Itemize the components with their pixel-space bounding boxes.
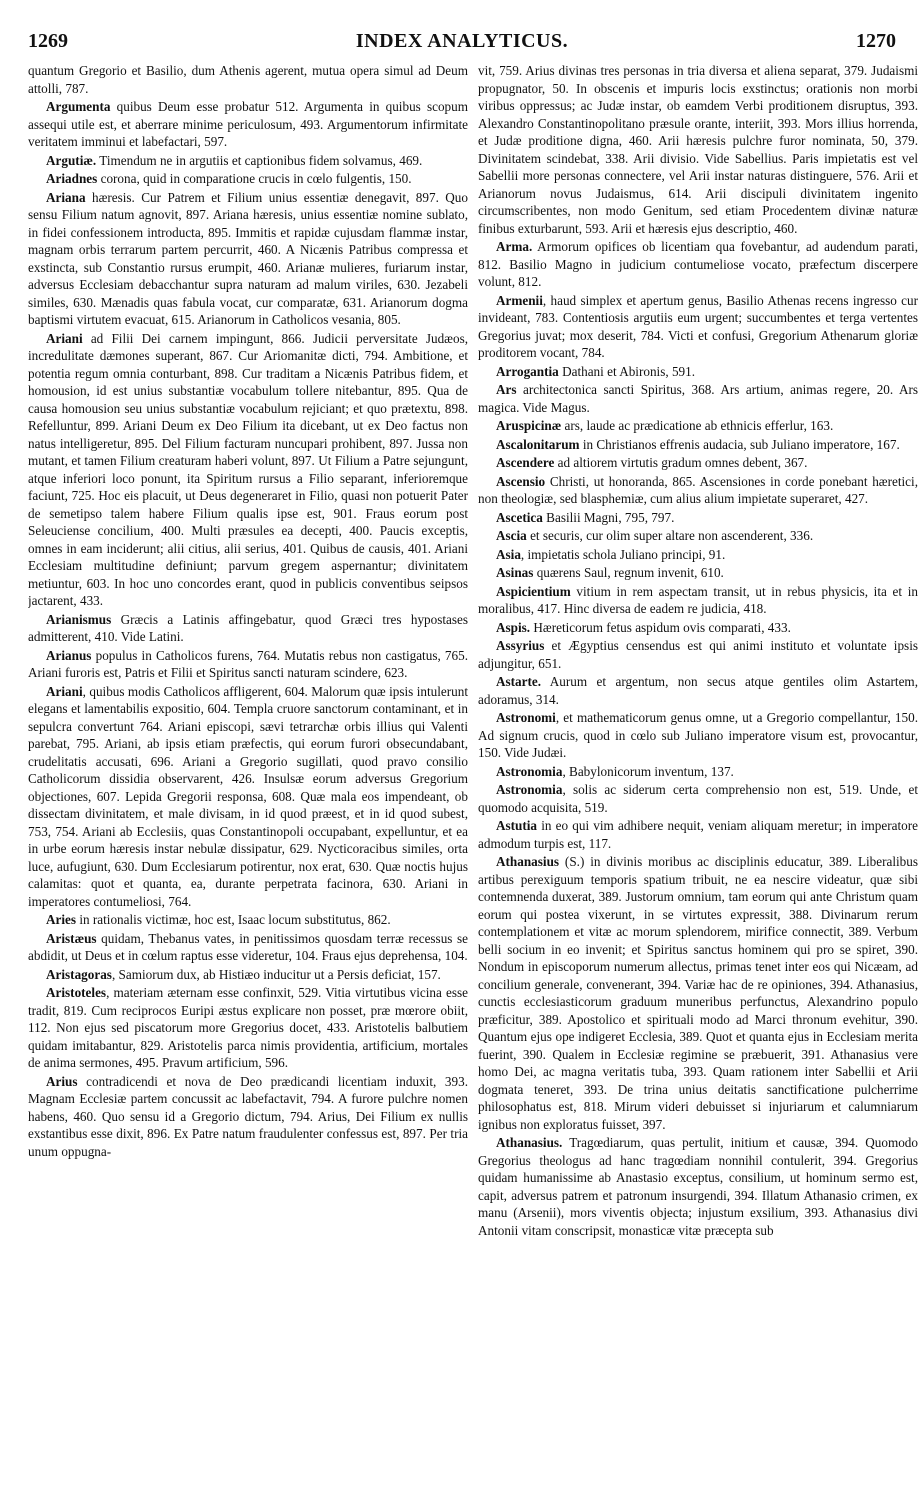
entry-headword: Armenii bbox=[496, 292, 543, 308]
entry-headword: Ascalonitarum bbox=[496, 436, 580, 452]
entry-text: ad Filii Dei carnem impingunt, 866. Judicii perversitate Judæos, incredulitate dæmones superant, 867. Cur Ariomanitæ dicti, 794. Ambitione, et potentia regum omnia conturbant, 898. Cur traditam a Nicænis Patribus fidem, et homousion, id est unius substantiæ vocabulum tollere nitebantur, 895. Qua de causa homousion seu unius substantiæ vocabulum rejiciant; et quo prætextu, 898. Refelluntur, 899. Ariani Deum ex Deo Filium ita dicebant, ut ex Deo factus non natus intelligeretur, 895. Del Filium facturam nuncupari prohibent, 897. Jussa non mutant, et tamen Filium creaturam haberi volunt, 897. Ut Filium a Patre sejungunt, atque inferiori loco ponunt, ita Spiritum rursus a Filio separant, inferioremque faciunt, 725. Hoc eis placuit, ut Deus degeneraret in Filio, quasi non potuerit Pater de semetipso talem habere Filium qualis ipse est, 901. Fraus eorum post Seleuciense concilium, 400. Multi præsules ea decepti, 400. Paucis exceptis, omnes in eam inciderunt; alii citius, alii serius, 401. Quibus de causis, 401. Ariani Ecclesiam multitudine definiunt; parvum gregem aspernantur; divinitatem metiuntur, 603. In hoc uno concordes erant, quod in publicis conventibus seipsos jactarent, 433. bbox=[28, 330, 468, 608]
entry-headword: Astronomia bbox=[496, 782, 563, 797]
entry-text: hæresis. Cur Patrem et Filium unius essentiæ denegavit, 897. Quo sensu Filium natum agnovit, 897. Ariana hæresis, unius essentiæ nomine sublato, in fidei confessionem introducta, 895. Immitis et rapidæ cujusdam flammæ instar, magnam orbis terrarum partem percurrit, 460. A Nicænis Patribus compressa et exstincta, sub Constantio rursus erumpit, 460. Arianæ mulieres, furiarum instar, adversus Ecclesiam debacchantur supra naturam ad malum viriles, 630. Jezabeli similes, 630. Mænadis quas fabula vocat, cur comparatæ, 631. Arianorum dogma baptismi virtutem evacuat, 615. Arianorum in Catholicos vesania, 805. bbox=[28, 189, 468, 327]
index-entry bbox=[478, 673, 918, 708]
entry-text: quantum Gregorio et Basilio, dum Athenis agerent, mutua opera simul ad Deum attolli, 787. bbox=[28, 63, 468, 96]
index-entry bbox=[28, 62, 468, 97]
entry-headword: Ariani bbox=[46, 330, 83, 346]
entry-text: , quibus modis Catholicos affligerent, 604. Malorum quæ ipsis intulerunt elegans et lamentabilis expositio, 604. Templa cruore sanctorum contaminant, et in sepulcra convertunt 764. Ariani episcopi, sævi tetrarchæ orbis illius qui Valenti parebat, 795. Ariani, ab ipsis etiam præfectis, qui eorum furori obsecundabant, crudelitatis accusati, 696. Ariani a Gregorio sugillati, quod pravo consilio Catholicorum dissidia observarent, 426. Insulsæ eorum adversus Gregorium objectiones, 607. Lepida Gregorii responsa, 608. Quæ mala eos impendeant, ob dissectam divinitatem, et male divisam, in id quod præest, et in id quod subest, 753, 754. Ariani ab Ecclesiis, quas Constantinopoli occupabant, expelluntur, et ea in urbe eorum hæresis instar nebulæ dissipatur, 629. Nycticoracibus similes, orta luce, aufugiunt, 630. Dum Ecclesiarum potirentur, nox erat, 630. Quæ noctis hujus calamitas: quot et quanta, ea, durante perpetrata facinora, 630. Ariani in imperatores contumeliosi, 764. bbox=[28, 683, 468, 909]
entry-headword: Asinas bbox=[496, 565, 534, 580]
entry-headword: Ariana bbox=[46, 189, 86, 205]
index-column-right bbox=[478, 62, 918, 1492]
entry-headword: Astronomia bbox=[496, 763, 563, 779]
entry-text: , Samiorum dux, ab Histiæo inducitur ut a Persis deficiat, 157. bbox=[111, 966, 441, 982]
index-entry bbox=[28, 611, 468, 646]
index-entry bbox=[28, 1073, 468, 1161]
index-entry bbox=[478, 381, 918, 416]
index-entry bbox=[28, 170, 468, 188]
index-entry bbox=[28, 966, 468, 984]
index-entry bbox=[28, 189, 468, 329]
index-column-left bbox=[28, 62, 468, 1492]
index-entry bbox=[478, 817, 918, 852]
entry-headword: Aries bbox=[46, 912, 77, 927]
entry-headword: Aristoteles bbox=[46, 985, 107, 1000]
index-entry bbox=[478, 417, 918, 435]
entry-text: vit, 759. Arius divinas tres personas in tria diversa et aliena separat, 379. Judaismi propugnator, 50. In obscenis et impuris locis exstinctus; orationis non morbi viribus oppressus; ac Judæ instar, ob eamdem Verbi proditionem disruptus, 393. Alexandro Constantinopolitano præsule orante, interiit, 393. Mors illius horrenda, et Judæ proditione digna, 460. Arii hæresis pulchre furor nominata, 50, 379. Divinitatem scindebat, 338. Arii divisio. Vide Sabellius. Paris impietatis est vel Sabellii more personas connectere, vel Arii instar naturas distinguere, 576. Arii et Arianorum novus Judaismus, 614. Arii discipuli divinitatem ingenito circumscribentes, non modo Genitum, sed etiam Procedentem divinæ naturæ finibus exturbarunt, 593. Arii et hæresis ejus descriptio, 460. bbox=[478, 63, 918, 236]
entry-text: ars, laude ac prædicatione ab ethnicis efferlur, 163. bbox=[561, 418, 834, 433]
entry-text: quidam, Thebanus vates, in penitissimos quosdam terræ recessus se abdidit, ut Deus et in cœlum raptus esse videretur, 104. Fraus ejus deprehensa, 104. bbox=[28, 930, 468, 963]
entry-text: , haud simplex et apertum genus, Basilio Athenas recens ingresso cur invideant, 783. Contentiosis argutiis eum urgent; succumbentes et terga vertentes Gregorius juvat; mox deserit, 784. Victi et confusi, Gregorium Athenarum gloriæ proditorem vocant, 784. bbox=[478, 292, 918, 360]
entry-text: (S.) in divinis moribus ac disciplinis educatur, 389. Liberalibus artibus perexiguum temporis spatium tribuit, ne ea nescire videatur, quæ sibi contemnenda duxerat, 389. Justorum omnium, tam eorum qui ante Christum quam eorum qui postea vixerunt, in se virtutes expressit, 388. Divinarum rerum contemplationem et vitæ ac morum splendorem, mirifice connectit, 389. Verbum belli socium in eo invenit; et Spiritus sanctus hominem qui pro se spiret, 390. Nondum in episcoporum numerum allectus, primas tenet inter eos qui Nicæam, ad concilium generale, convenerant, 394. Variæ hac de re opiniones, 394. Athanasius, cunctis ecclesiasticorum graduum muneribus perfunctus, Alexandrino populo præficitur, 389. Apostolico et spirituali modo ad Marci thronum evehitur, 390. Quantum ejus ope indigeret Ecclesia, 389. Quot et quanta ejus in Ecclesiam merita fuerint, 390. Qualem in Ecclesiæ regimine se præbuerit, 391. Athanasius vere homo Dei, ac magna veritatis tuba, 393. Quam rationem inter Sabellii et Arii dogmata teneret, 393. De trina unius deitatis sanctificatione pulcherrime philosophatus est, 818. Mirum videri debuisset si injuriarum et calumniarum ignibus non exploratus fuisset, 397. bbox=[478, 854, 918, 1132]
entry-headword: Astarte. bbox=[496, 674, 542, 689]
entry-headword: Astronomi bbox=[496, 710, 556, 725]
entry-headword: Aristæus bbox=[46, 930, 97, 946]
index-entry bbox=[478, 1134, 918, 1239]
index-entry bbox=[28, 152, 468, 170]
entry-headword: Ascetica bbox=[496, 509, 543, 525]
entry-headword: Argutiæ. bbox=[46, 152, 97, 168]
index-entry bbox=[28, 330, 468, 610]
entry-text: vitium in rem aspectam transit, ut in rebus physicis, ita et in moralibus, 417. Hinc diversa de eadem re judicia, 418. bbox=[478, 583, 918, 616]
entry-text: architectonica sancti Spiritus, 368. Ars artium, animas regere, 20. Ars magica. Vide Magus. bbox=[478, 382, 918, 415]
entry-text: ad altiorem virtutis gradum omnes debent, 367. bbox=[554, 455, 808, 470]
entry-headword: Athanasius. bbox=[496, 1135, 563, 1150]
index-entry bbox=[478, 619, 918, 637]
entry-text: Timendum ne in argutiis et captionibus fidem solvamus, 469. bbox=[96, 152, 423, 168]
index-entry bbox=[478, 853, 918, 1133]
entry-headword: Arianus bbox=[46, 647, 92, 663]
entry-headword: Aruspicinæ bbox=[496, 418, 562, 433]
entry-text: Aurum et argentum, non secus atque gentiles olim Astartem, adoramus, 314. bbox=[478, 674, 918, 707]
index-entry bbox=[478, 583, 918, 618]
entry-text: in Christianos effrenis audacia, sub Juliano imperatore, 167. bbox=[579, 436, 900, 452]
entry-text: Dathani et Abironis, 591. bbox=[558, 363, 696, 379]
entry-text: , solis ac siderum certa comprehensio non est, 519. Unde, et quomodo acquisita, 519. bbox=[478, 782, 918, 815]
entry-text: , impietatis schola Juliano principi, 91. bbox=[520, 546, 726, 562]
entry-headword: Arma. bbox=[496, 239, 533, 254]
index-entry bbox=[478, 527, 918, 545]
index-entry bbox=[478, 436, 918, 454]
entry-text: quærens Saul, regnum invenit, 610. bbox=[533, 565, 724, 580]
entry-text: , Babylonicorum inventum, 137. bbox=[562, 763, 734, 779]
page-number-right: 1270 bbox=[856, 30, 896, 52]
entry-text: quibus Deum esse probatur 512. Argumenta in quibus scopum assequi utile est, et aberrare minime periculosum, 493. Argumentorum infirmitate veritatem imminui et labefactari, 597. bbox=[28, 99, 468, 149]
index-entry bbox=[28, 647, 468, 682]
index-entry bbox=[478, 763, 918, 781]
entry-text: Hæreticorum fetus aspidum ovis comparati, 433. bbox=[530, 619, 791, 635]
entry-text: Græcis a Latinis affingebatur, quod Græci tres hypostases admitterent, 410. Vide Latini. bbox=[28, 611, 468, 644]
index-entry bbox=[478, 509, 918, 527]
entry-text: et securis, cur olim super altare non ascenderent, 336. bbox=[526, 528, 814, 543]
index-entry bbox=[28, 930, 468, 965]
running-title: INDEX ANALYTICUS. bbox=[355, 30, 569, 52]
entry-headword: Argumenta bbox=[46, 99, 111, 114]
index-entry bbox=[28, 683, 468, 911]
entry-headword: Arrogantia bbox=[496, 363, 559, 379]
entry-headword: Ascensio bbox=[496, 473, 546, 489]
index-entry bbox=[478, 564, 918, 582]
entry-headword: Ars bbox=[496, 382, 517, 397]
entry-text: , materiam æternam esse confinxit, 529. Vitia virtutibus vicina esse tradit, 819. Cum reciprocos Euripi æstus explicare non posset, præ mœrore obiit, 112. Non ejus sed piscatorum more Gregorius docet, 433. Aristotelis balbutiem quidam imitabantur, 829. Aristotelis parca nimis providentia, artificium, mortales de anima sermones, 495. Pravum artificium, 596. bbox=[28, 985, 468, 1070]
entry-headword: Ascendere bbox=[496, 455, 555, 470]
entry-headword: Aristagoras bbox=[46, 966, 112, 982]
index-entry bbox=[478, 238, 918, 291]
entry-text: , et mathematicorum genus omne, ut a Gregorio compellantur, 150. Ad signum crucis, quod in cœlo sub Juliano imperatore visum est, provocantur, 150. Vide Judæi. bbox=[478, 710, 918, 760]
entry-headword: Aspis. bbox=[496, 619, 531, 635]
entry-headword: Astutia bbox=[496, 818, 538, 833]
index-entry bbox=[478, 637, 918, 672]
entry-headword: Arianismus bbox=[46, 611, 112, 627]
entry-text: in eo qui vim adhibere nequit, veniam aliquam meretur; in imperatore admodum turpis est, 117. bbox=[478, 818, 918, 851]
index-entry bbox=[478, 781, 918, 816]
entry-text: Tragœdiarum, quas pertulit, initium et causæ, 394. Quomodo Gregorius theologus ad hanc tragœdiam nonnihil contulerit, 394. Gregorius quidam humanissime ab Anastasio exceptus, consilium, ut hominum sermo est, capit, adversus patrem et patronum insurgendi, 394. Illatum Athanasio crimen, ex manu (Arsenii), mors viventis objecta; injustum exsilium, 393. Athanasius divi Antonii vitam conscripsit, monasticæ vitæ præcepta sub bbox=[478, 1135, 918, 1238]
entry-headword: Ariani bbox=[46, 683, 83, 699]
entry-text: contradicendi et nova de Deo prædicandi licentiam induxit, 393. Magnam Ecclesiæ partem concussit ac labefactavit, 794. A furore pulchre nomen habens, 460. Quo sensu id a Gregorio dictum, 794. Arius, Dei Filium ex nullis exstantibus esse dixit, 896. Ex Patre natum fraudulenter confessus est, 897. Per tria unum oppugna- bbox=[28, 1073, 468, 1159]
entry-headword: Ascia bbox=[496, 528, 527, 543]
index-entry bbox=[28, 911, 468, 929]
entry-text: populus in Catholicos furens, 764. Mutatis rebus non castigatus, 765. Ariani furoris est, Patris et Filii et Spiritus sancti naturam scindere, 623. bbox=[28, 647, 468, 680]
entry-headword: Ariadnes bbox=[46, 171, 98, 186]
index-entry bbox=[28, 984, 468, 1072]
entry-headword: Assyrius bbox=[496, 638, 545, 653]
index-entry bbox=[478, 292, 918, 362]
index-entry bbox=[478, 473, 918, 508]
index-entry bbox=[478, 62, 918, 237]
index-entry bbox=[478, 454, 918, 472]
page-header bbox=[28, 30, 896, 60]
index-entry bbox=[478, 363, 918, 381]
entry-text: Basilii Magni, 795, 797. bbox=[542, 509, 675, 525]
entry-headword: Athanasius bbox=[496, 854, 560, 869]
page-number-left: 1269 bbox=[28, 30, 68, 52]
index-entry bbox=[478, 546, 918, 564]
entry-headword: Aspicientium bbox=[496, 583, 571, 599]
entry-text: et Ægyptius censendus est qui animi instituto et voluntate ipsis adjungitur, 651. bbox=[478, 638, 918, 671]
index-entry bbox=[28, 98, 468, 151]
index-entry bbox=[478, 709, 918, 762]
entry-headword: Asia bbox=[496, 546, 521, 562]
entry-text: Christi, ut honoranda, 865. Ascensiones in corde ponebant hæretici, non theologiæ, sed blasphemiæ, cum alius alium impietate superaret, 427. bbox=[478, 473, 918, 506]
entry-text: in rationalis victimæ, hoc est, Isaac locum substitutus, 862. bbox=[76, 912, 391, 927]
entry-text: Armorum opifices ob licentiam qua fovebantur, ad audendum parati, 812. Basilio Magno in judicium contumeliose vocato, præfectum discerpere volunt, 812. bbox=[478, 239, 918, 289]
entry-headword: Arius bbox=[46, 1073, 78, 1089]
entry-text: corona, quid in comparatione crucis in cœlo fulgentis, 150. bbox=[97, 171, 412, 186]
